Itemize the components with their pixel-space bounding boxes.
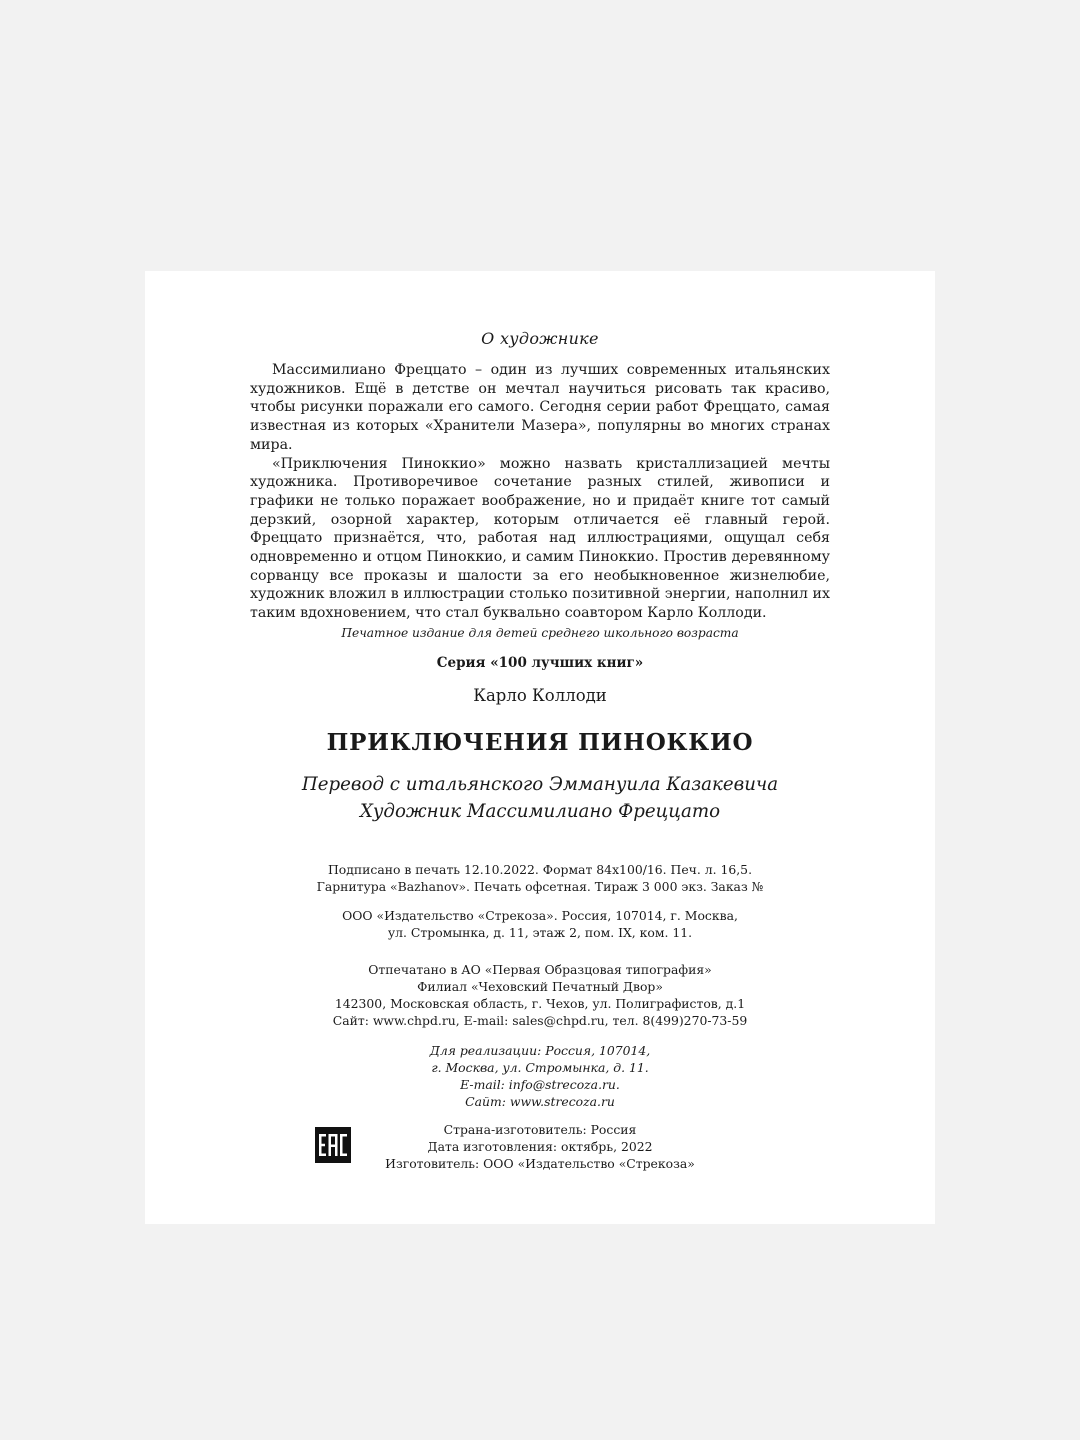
- manufacturer-line: Страна-изготовитель: Россия: [443, 1122, 637, 1137]
- print-info-line: Подписано в печать 12.10.2022. Формат 84x100/16. Печ. л. 16,5.: [327, 862, 753, 877]
- credits: [145, 771, 935, 825]
- distribution-info: [145, 1042, 935, 1110]
- about-paragraph-1: Массимилиано Фреццато – один из лучших современных итальянских художников. Ещё в детстве он мечтал научиться рисовать так красиво, чтобы рисунки поражали его самого. Сегодня серии работ Фреццато, самая известная из которых «Хранители Мазера», популярны во многих странах мира.: [250, 362, 830, 453]
- manufacturer-line: Дата изготовления: октябрь, 2022: [427, 1139, 653, 1154]
- printer-line: Отпечатано в АО «Первая Образцовая типография»: [368, 962, 712, 977]
- manufacturer-info: [145, 1121, 935, 1172]
- distribution-line: E-mail: info@strecoza.ru.: [460, 1077, 620, 1092]
- distribution-line: Сайт: www.strecoza.ru: [465, 1094, 615, 1109]
- distribution-line: Для реализации: Россия, 107014,: [429, 1043, 651, 1058]
- print-info-line: Гарнитура «Bazhanov». Печать офсетная. Тираж 3 000 экз. Заказ №: [316, 879, 764, 894]
- printer-line: Сайт: www.chpd.ru, E-mail: sales@chpd.ru, тел. 8(499)270-73-59: [332, 1013, 748, 1028]
- book-title: ПРИКЛЮЧЕНИЯ ПИНОККИО: [326, 729, 754, 756]
- edition-note: Печатное издание для детей среднего школьного возраста: [341, 626, 739, 640]
- distribution-line: г. Москва, ул. Стромынка, д. 11.: [431, 1060, 649, 1075]
- about-artist-heading: О художнике: [481, 329, 599, 348]
- publisher-info: [145, 907, 935, 941]
- translation-credit: Перевод с итальянского Эммануила Казакевича: [301, 774, 779, 795]
- printer-info: [145, 961, 935, 1029]
- about-paragraph-2: «Приключения Пиноккио» можно назвать кристаллизацией мечты художника. Противоречивое сочетание разных стилей, живописи и графики не только поражает воображение, но и придаёт книге тот самый дерзкий, озорной характер, которым отличается её главный герой. Фреццато признаётся, что, работая над иллюстрациями, ощущал себя одновременно и отцом Пиноккио, и самим Пиноккио. Простив деревянному сорванцу все проказы и шалости за его необыкновенное жизнелюбие, художник вложил в иллюстрации столько позитивной энергии, наполнил их таким вдохновением, что стал буквально соавтором Карло Коллоди.: [250, 455, 830, 622]
- printer-line: Филиал «Чеховский Печатный Двор»: [417, 979, 663, 994]
- series-name: Серия «100 лучших книг»: [436, 655, 644, 671]
- publisher-line: ул. Стромынка, д. 11, этаж 2, пом. IX, ком. 11.: [387, 925, 693, 940]
- print-info: [145, 861, 935, 895]
- illustrator-credit: Художник Массимилиано Фреццато: [359, 801, 721, 822]
- book-author: Карло Коллоди: [473, 686, 607, 705]
- book-page: [145, 271, 935, 1224]
- publisher-line: ООО «Издательство «Стрекоза». Россия, 107014, г. Москва,: [342, 908, 738, 923]
- printer-line: 142300, Московская область, г. Чехов, ул. Полиграфистов, д.1: [334, 996, 746, 1011]
- about-artist-text: [250, 361, 830, 623]
- eac-certification-icon: [315, 1127, 351, 1163]
- manufacturer-line: Изготовитель: ООО «Издательство «Стрекоза»: [385, 1156, 695, 1171]
